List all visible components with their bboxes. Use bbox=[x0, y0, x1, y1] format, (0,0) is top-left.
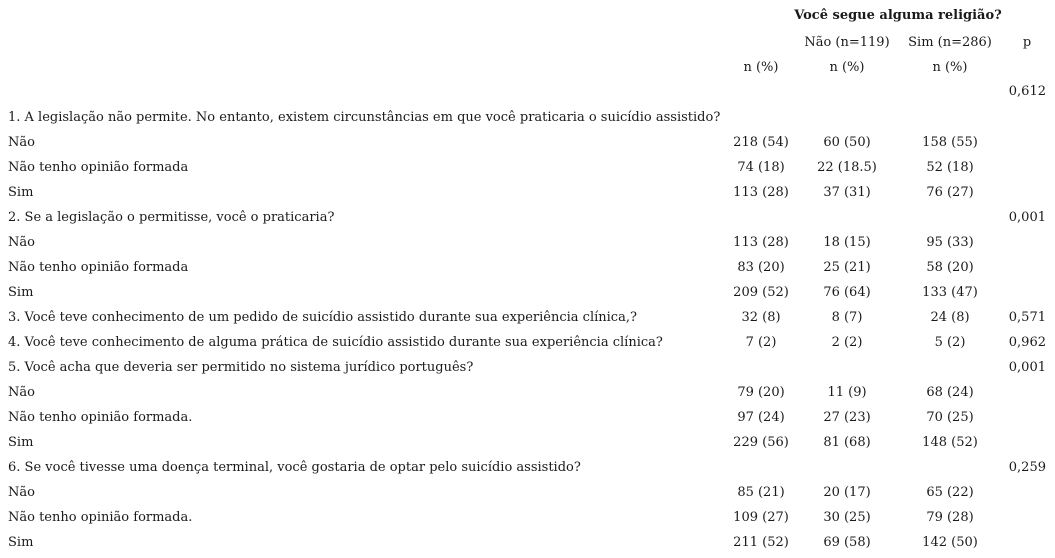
table-row bbox=[0, 330, 1055, 355]
cell-sim: 148 (52) bbox=[922, 435, 978, 450]
cell-p-value: 0,259 bbox=[1008, 460, 1046, 475]
cell-total: 32 (8) bbox=[741, 310, 781, 325]
cell-nao: 69 (58) bbox=[823, 535, 871, 550]
cell-p-value: 0,571 bbox=[1008, 310, 1046, 325]
row-label: 6. Se você tivesse uma doença terminal, você gostaria de optar pelo suicídio assistido? bbox=[8, 460, 581, 475]
cell-total: 209 (52) bbox=[733, 285, 789, 300]
table-row bbox=[0, 355, 1055, 380]
row-label: Não bbox=[8, 135, 35, 150]
subheader-total-n: n (%) bbox=[743, 60, 779, 75]
cell-total: 218 (54) bbox=[733, 135, 789, 150]
cell-p-value: 0,001 bbox=[1008, 360, 1046, 375]
cell-total: 211 (52) bbox=[733, 535, 789, 550]
cell-nao: 37 (31) bbox=[823, 185, 871, 200]
subheader-nao-n: n (%) bbox=[829, 60, 865, 75]
cell-total: 83 (20) bbox=[737, 260, 785, 275]
cell-sim: 58 (20) bbox=[926, 260, 974, 275]
table-row bbox=[0, 105, 1055, 130]
column-header-nao: Não (n=119) bbox=[804, 35, 890, 50]
row-label: 2. Se a legislação o permitisse, você o praticaria? bbox=[8, 210, 335, 225]
table-row bbox=[0, 480, 1055, 505]
cell-nao: 25 (21) bbox=[823, 260, 871, 275]
table-row bbox=[0, 530, 1055, 555]
cell-p-value: 0,001 bbox=[1008, 210, 1046, 225]
cell-sim: 133 (47) bbox=[922, 285, 978, 300]
row-label: Não bbox=[8, 385, 35, 400]
p-value-question-1: 0,612 bbox=[1008, 84, 1046, 99]
cell-sim: 24 (8) bbox=[930, 310, 970, 325]
table-row bbox=[0, 280, 1055, 305]
cell-sim: 65 (22) bbox=[926, 485, 974, 500]
row-label: Não tenho opinião formada. bbox=[8, 510, 193, 525]
cell-total: 85 (21) bbox=[737, 485, 785, 500]
cell-total: 74 (18) bbox=[737, 160, 785, 175]
cell-sim: 142 (50) bbox=[922, 535, 978, 550]
cell-nao: 20 (17) bbox=[823, 485, 871, 500]
row-label: Sim bbox=[8, 535, 34, 550]
cell-total: 79 (20) bbox=[737, 385, 785, 400]
table-group-title: Você segue alguma religião? bbox=[794, 8, 1002, 23]
table-row bbox=[0, 155, 1055, 180]
row-label: Não tenho opinião formada. bbox=[8, 410, 193, 425]
cell-total: 109 (27) bbox=[733, 510, 789, 525]
cell-sim: 70 (25) bbox=[926, 410, 974, 425]
cell-sim: 5 (2) bbox=[934, 335, 966, 350]
row-label: Sim bbox=[8, 185, 34, 200]
cell-total: 7 (2) bbox=[745, 335, 777, 350]
cell-nao: 76 (64) bbox=[823, 285, 871, 300]
cell-nao: 11 (9) bbox=[827, 385, 867, 400]
table-row bbox=[0, 230, 1055, 255]
table-row bbox=[0, 205, 1055, 230]
cell-sim: 52 (18) bbox=[926, 160, 974, 175]
table-row bbox=[0, 130, 1055, 155]
cell-sim: 68 (24) bbox=[926, 385, 974, 400]
cell-nao: 18 (15) bbox=[823, 235, 871, 250]
cell-nao: 22 (18.5) bbox=[817, 160, 877, 175]
table-row bbox=[0, 455, 1055, 480]
row-label: Não tenho opinião formada bbox=[8, 260, 189, 275]
cell-total: 97 (24) bbox=[737, 410, 785, 425]
table-row bbox=[0, 255, 1055, 280]
cell-total: 229 (56) bbox=[733, 435, 789, 450]
row-label: 5. Você acha que deveria ser permitido no sistema jurídico português? bbox=[8, 360, 474, 375]
row-label: 1. A legislação não permite. No entanto, existem circunstâncias em que você praticaria o suicídio assistido? bbox=[8, 110, 721, 125]
row-label: Não bbox=[8, 485, 35, 500]
table-row bbox=[0, 380, 1055, 405]
cell-nao: 27 (23) bbox=[823, 410, 871, 425]
table-body bbox=[0, 105, 1055, 555]
row-label: Sim bbox=[8, 435, 34, 450]
cell-total: 113 (28) bbox=[733, 185, 789, 200]
table-row bbox=[0, 505, 1055, 530]
table-row bbox=[0, 430, 1055, 455]
row-label: Não tenho opinião formada bbox=[8, 160, 189, 175]
cell-sim: 76 (27) bbox=[926, 185, 974, 200]
cell-nao: 30 (25) bbox=[823, 510, 871, 525]
cell-sim: 158 (55) bbox=[922, 135, 978, 150]
cell-nao: 8 (7) bbox=[831, 310, 863, 325]
row-label: Sim bbox=[8, 285, 34, 300]
cell-p-value: 0,962 bbox=[1008, 335, 1046, 350]
table-row bbox=[0, 180, 1055, 205]
table-row bbox=[0, 305, 1055, 330]
column-header-p: p bbox=[1022, 35, 1032, 50]
row-label: Não bbox=[8, 235, 35, 250]
subheader-sim-n: n (%) bbox=[932, 60, 968, 75]
column-header-sim: Sim (n=286) bbox=[908, 35, 992, 50]
cell-nao: 2 (2) bbox=[831, 335, 863, 350]
cell-sim: 79 (28) bbox=[926, 510, 974, 525]
cell-total: 113 (28) bbox=[733, 235, 789, 250]
row-label: 4. Você teve conhecimento de alguma prática de suicídio assistido durante sua experiência clínica? bbox=[8, 335, 663, 350]
cell-nao: 60 (50) bbox=[823, 135, 871, 150]
cell-sim: 95 (33) bbox=[926, 235, 974, 250]
row-label: 3. Você teve conhecimento de um pedido de suicídio assistido durante sua experiência clínica,? bbox=[8, 310, 637, 325]
cell-nao: 81 (68) bbox=[823, 435, 871, 450]
table-row bbox=[0, 405, 1055, 430]
